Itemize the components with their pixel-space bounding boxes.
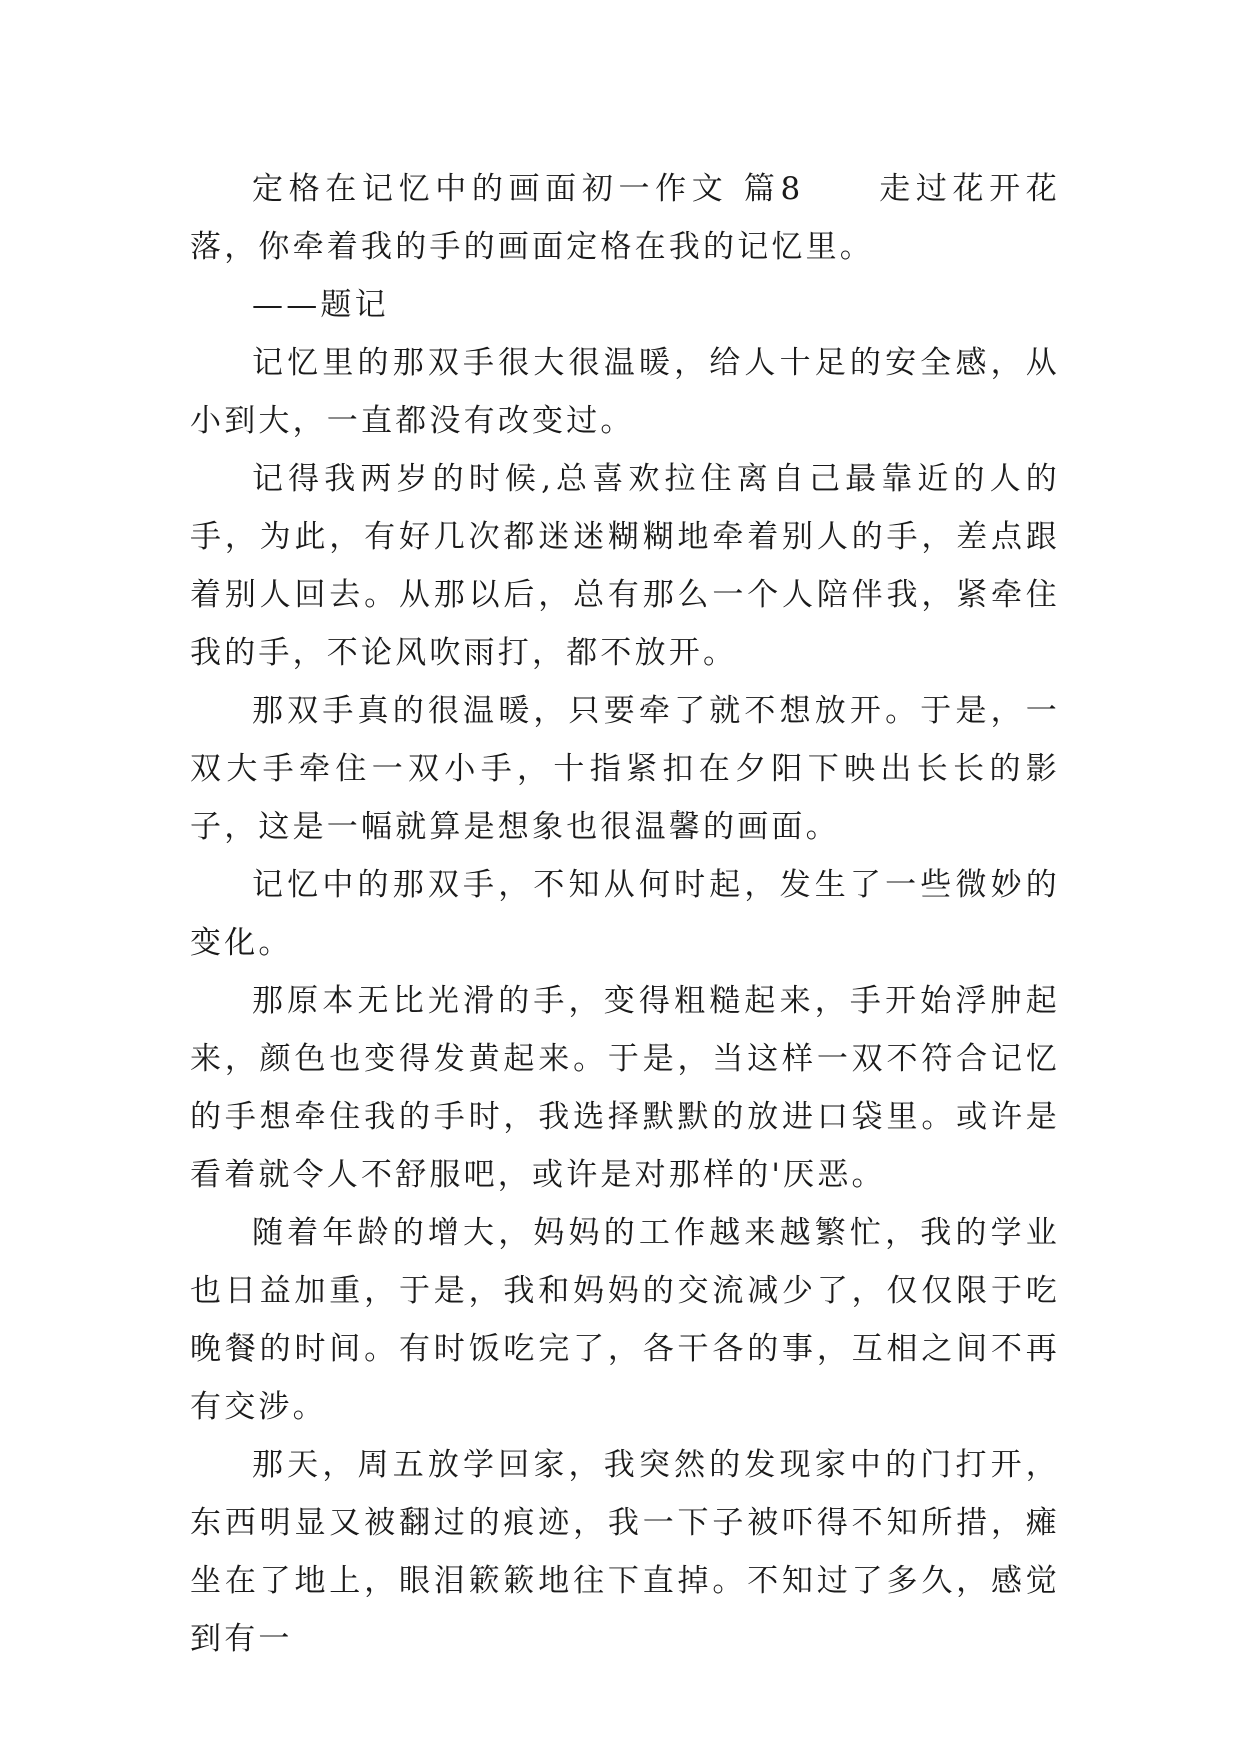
paragraph-inscription: ——题记: [252, 287, 389, 323]
paragraph: 记忆中的那双手，不知从何时起，发生了一些微妙的变化。: [190, 867, 1060, 961]
paragraph: 记忆里的那双手很大很温暖，给人十足的安全感，从小到大，一直都没有改变过。: [190, 345, 1060, 439]
paragraph: 记得我两岁的时候,总喜欢拉住离自己最靠近的人的手，为此，有好几次都迷迷糊糊地牵着别人的手，差点跟着别人回去。从那以后，总有那么一个人陪伴我，紧牵住我的手，不论风吹雨打，都不放开。: [190, 461, 1060, 671]
paragraph: 那原本无比光滑的手，变得粗糙起来，手开始浮肿起来，颜色也变得发黄起来。于是，当这样一双不符合记忆的手想牵住我的手时，我选择默默的放进口袋里。或许是看着就令人不舒服吧，或许是对那样的'厌恶。: [190, 983, 1060, 1193]
paragraph: 那天，周五放学回家，我突然的发现家中的门打开，东西明显又被翻过的痕迹，我一下子被吓得不知所措，瘫坐在了地上，眼泪簌簌地往下直掉。不知过了多久，感觉到有一: [190, 1447, 1060, 1657]
paragraph-title-intro: 定格在记忆中的画面初一作文 篇8 走过花开花落，你牵着我的手的画面定格在我的记忆里。: [190, 171, 1060, 265]
paragraph: 随着年龄的增大，妈妈的工作越来越繁忙，我的学业也日益加重，于是，我和妈妈的交流减少了，仅仅限于吃晚餐的时间。有时饭吃完了，各干各的事，互相之间不再有交涉。: [190, 1215, 1060, 1425]
paragraph: 那双手真的很温暖，只要牵了就不想放开。于是，一双大手牵住一双小手，十指紧扣在夕阳下映出长长的影子，这是一幅就算是想象也很温馨的画面。: [190, 693, 1060, 845]
document-body: [190, 160, 1060, 1668]
